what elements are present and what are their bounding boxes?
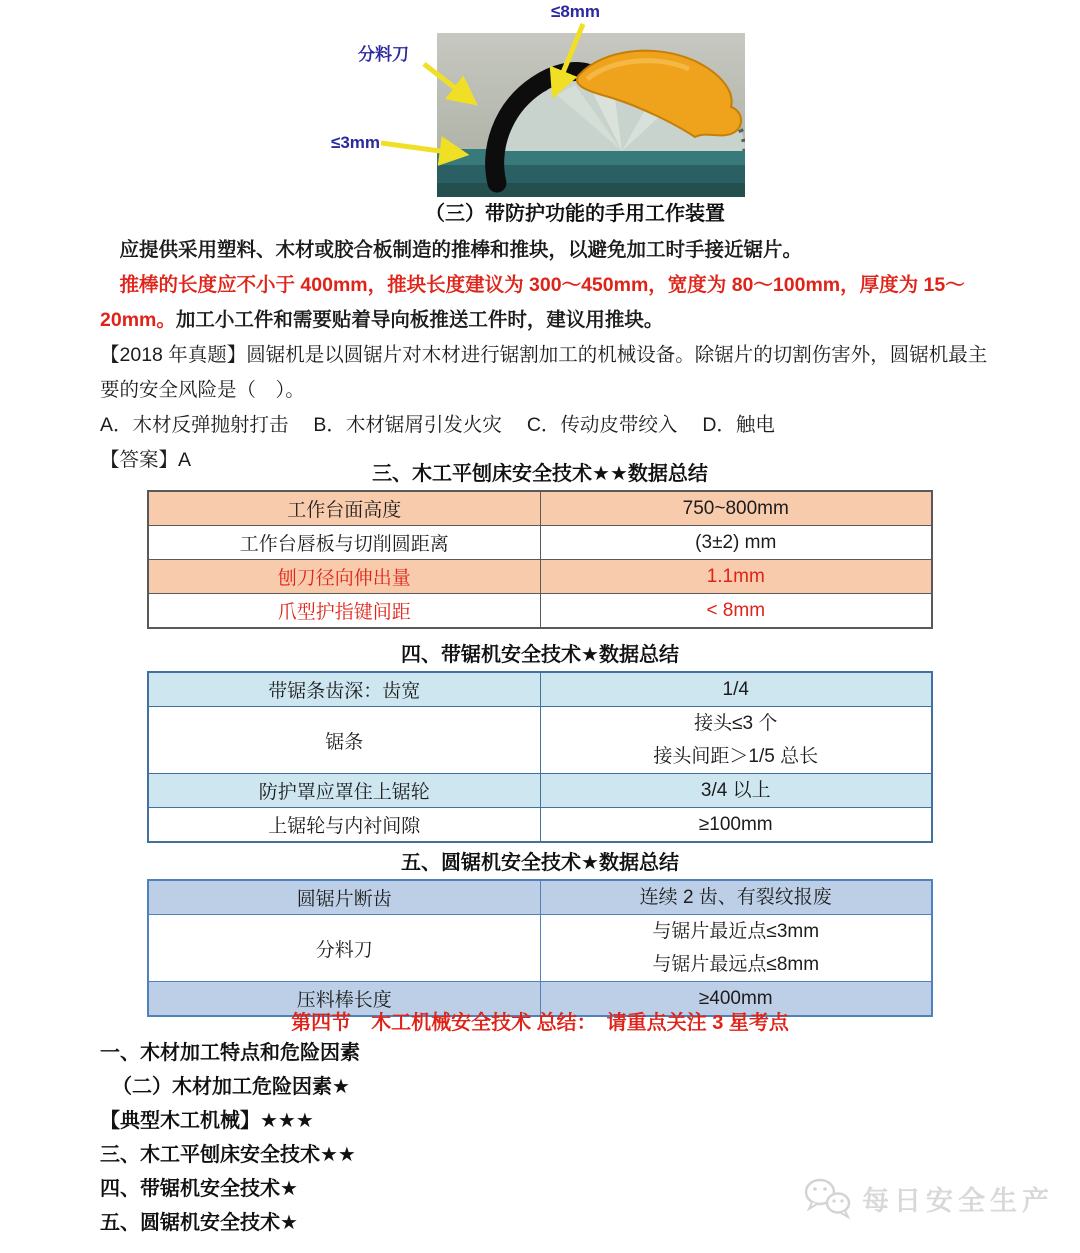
table-row — [148, 560, 932, 594]
table-title: 三、木工平刨床安全技术★★数据总结 — [372, 463, 708, 485]
row-value — [540, 774, 932, 808]
watermark — [802, 1176, 1054, 1220]
table-row — [148, 672, 932, 707]
section-summary-line: 第四节 木工机械安全技术 总结： 请重点关注 3 星考点 — [291, 1012, 789, 1034]
row-value — [540, 526, 932, 560]
table-section — [0, 639, 1080, 843]
exam-options: A．木材反弹抛射打击 B．木材锯屑引发火灾 C．传动皮带绞入 D．触电 — [100, 414, 775, 436]
row-label: 防护罩应罩住上锯轮 — [148, 774, 540, 808]
value-line: ≥100mm — [698, 814, 773, 835]
outline-item: 五、圆锯机安全技术★ — [100, 1212, 298, 1234]
table-row — [148, 707, 932, 774]
table-section — [0, 458, 1080, 629]
outline-item: 一、木材加工特点和危险因素 — [100, 1042, 360, 1064]
red-dimension-text: 推棒的长度应不小于 400mm，推块长度建议为 300～450mm，宽度为 80～100mm，厚度为 15～20mm。 — [100, 274, 965, 331]
outline-item: （二）木材加工危险因素★ — [112, 1076, 350, 1098]
table-row — [148, 808, 932, 843]
summary-table — [147, 671, 933, 843]
value-line: ≥400mm — [698, 988, 773, 1009]
row-label: 锯条 — [148, 707, 540, 774]
row-value — [540, 491, 932, 526]
row-label: 圆锯片断齿 — [148, 880, 540, 915]
table-row — [148, 526, 932, 560]
row-label: 工作台唇板与切削圆距离 — [148, 526, 540, 560]
exam-question-2018: 【2018 年真题】圆锯机是以圆锯片对木材进行锯割加工的机械设备。除锯片的切割伤害外，圆锯机最主要的安全风险是（ ）。 — [100, 344, 988, 401]
figure-label-8mm: ≤8mm — [551, 2, 601, 21]
value-line: (3±2) mm — [695, 532, 777, 553]
value-line: 与锯片最远点≤8mm — [652, 954, 820, 975]
table-title: 四、带锯机安全技术★数据总结 — [401, 644, 679, 666]
row-label: 分料刀 — [148, 915, 540, 982]
summary-table — [147, 490, 933, 629]
outline-item: 三、木工平刨床安全技术★★ — [100, 1144, 356, 1166]
table-title: 五、圆锯机安全技术★数据总结 — [401, 852, 679, 874]
row-value — [540, 915, 932, 982]
row-label: 刨刀径向伸出量 — [148, 560, 540, 594]
row-label: 工作台面高度 — [148, 491, 540, 526]
row-value — [540, 808, 932, 843]
row-label: 带锯条齿深：齿宽 — [148, 672, 540, 707]
outline-item: 四、带锯机安全技术★ — [100, 1178, 298, 1200]
table-row — [148, 774, 932, 808]
paragraph-push-stick-intro: 应提供采用塑料、木材或胶合板制造的推棒和推块，以避免加工时手接近锯片。 — [119, 239, 803, 261]
paragraph-push-stick-dimensions — [100, 268, 990, 338]
outline-item: 【典型木工机械】★★★ — [100, 1110, 314, 1132]
wechat-icon — [802, 1176, 854, 1220]
row-value — [540, 707, 932, 774]
value-line: 接头≤3 个 — [694, 713, 778, 734]
table-section — [0, 847, 1080, 1017]
exam-answer: 【答案】A — [100, 449, 192, 471]
row-label: 爪型护指键间距 — [148, 594, 540, 629]
watermark-text: 每日安全生产 — [862, 1185, 1054, 1216]
value-line: < 8mm — [706, 600, 766, 621]
row-value — [540, 560, 932, 594]
value-line: 1/4 — [722, 679, 749, 700]
row-value — [540, 594, 932, 629]
push-block-advice-text: 加工小工件和需要贴着导向板推送工件时，建议用推块。 — [175, 309, 664, 331]
summary-tables — [0, 458, 1080, 1017]
value-line: 750~800mm — [682, 498, 789, 519]
row-value — [540, 672, 932, 707]
paragraph-block — [100, 233, 990, 478]
table-row — [148, 594, 932, 629]
figure-area — [0, 0, 1080, 232]
table-row — [148, 880, 932, 915]
chapter-outline — [100, 1036, 360, 1240]
value-line: 连续 2 齿、有裂纹报废 — [639, 887, 832, 908]
figure-label-riving-knife: 分料刀 — [358, 45, 409, 64]
row-label: 压料棒长度 — [148, 982, 540, 1017]
circular-saw-photo — [437, 33, 745, 197]
figure-caption: （三）带防护功能的手用工作装置 — [425, 203, 725, 225]
row-label: 上锯轮与内衬间隙 — [148, 808, 540, 843]
summary-table — [147, 879, 933, 1017]
value-line: 与锯片最近点≤3mm — [652, 921, 820, 942]
figure-label-3mm: ≤3mm — [331, 133, 381, 152]
table-row — [148, 915, 932, 982]
row-value — [540, 880, 932, 915]
value-line: 3/4 以上 — [700, 780, 771, 801]
value-line: 接头间距＞1/5 总长 — [653, 746, 819, 767]
table-row — [148, 491, 932, 526]
value-line: 1.1mm — [706, 566, 765, 587]
